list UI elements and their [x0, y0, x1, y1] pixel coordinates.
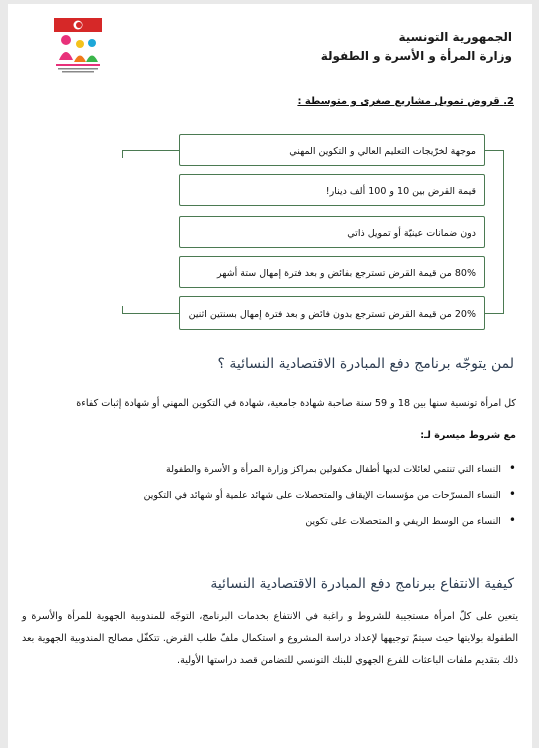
header [321, 28, 512, 66]
features-diagram [8, 122, 532, 342]
section-title [297, 96, 514, 107]
feature-text: 80% من قيمة القرض تسترجع بفائض و بعد فترة إمهال ستة أشهر [217, 267, 476, 279]
feature-text: دون ضمانات عينيّة أو تمويل ذاتي [347, 227, 476, 239]
feature-text: قيمة القرض بين 10 و 100 ألف دينار! [325, 185, 476, 197]
diagram-bracket-gap [121, 158, 125, 306]
header-republic: الجمهورية التونسية [398, 30, 512, 44]
feature-text: 20% من قيمة القرض تسترجع بدون فائض و بعد فترة إمهال بسنتين اثنين [188, 308, 476, 320]
feature-box [179, 134, 485, 166]
list-item: • النساء التي تنتمي لعائلات لديها أطفال مكفولين بمراكز وزارة المرأة و الأسرة والطفولة [36, 456, 516, 482]
feature-box [179, 216, 485, 248]
feature-box [179, 296, 485, 330]
conditions-title: مع شروط ميسرة لـ: [420, 430, 516, 441]
who-heading: لمن يتوجّه برنامج دفع المبادرة الاقتصادية النسائية ؟ [217, 356, 514, 372]
ministry-logo [50, 16, 106, 76]
conditions-list [36, 456, 516, 534]
feature-text: موجهة لخرّيجات التعليم العالي و التكوين المهني [289, 145, 476, 157]
list-item: • النساء من الوسط الريفي و المتحصلات على تكوين [36, 508, 516, 534]
header-ministry: وزارة المرأة و الأسرة و الطفولة [320, 49, 512, 63]
how-body: يتعين على كلّ امرأة مستجيبة للشروط و راغبة في الانتفاع بخدمات البرنامج، التوجّه للمندوبية الجهوية للمرأة والأسرة و الطفولة بولايتها حيث سيتمّ توجيهها لإعداد دراسة المشروع و استكمال ملفّ طلب القرض. تتكفّل مصالح المندوبية الجهوية بعد ذلك بتقديم ملفات الباعثات للفرع الجهوي للبنك التونسي للتضامن قصد دراستها الأولية. [22, 611, 518, 666]
section-number: 2. [503, 96, 514, 107]
feature-box [179, 174, 485, 206]
document-page [8, 4, 532, 748]
list-item: • النساء المسرّحات من مؤسسات الإيقاف والمتحصلات على شهائد علمية أو شهائد في التكوين [36, 482, 516, 508]
how-heading: كيفية الانتفاع ببرنامج دفع المبادرة الاقتصادية النسائية [210, 576, 514, 592]
who-intro: كل امرأة تونسية سنها بين 18 و 59 سنة صاحبة شهادة جامعية، شهادة في التكوين المهني أو شهادة إثبات كفاءة [76, 398, 516, 409]
feature-box [179, 256, 485, 288]
section-title-text: قروض تمويل مشاريع صغرى و متوسطة : [297, 96, 500, 107]
